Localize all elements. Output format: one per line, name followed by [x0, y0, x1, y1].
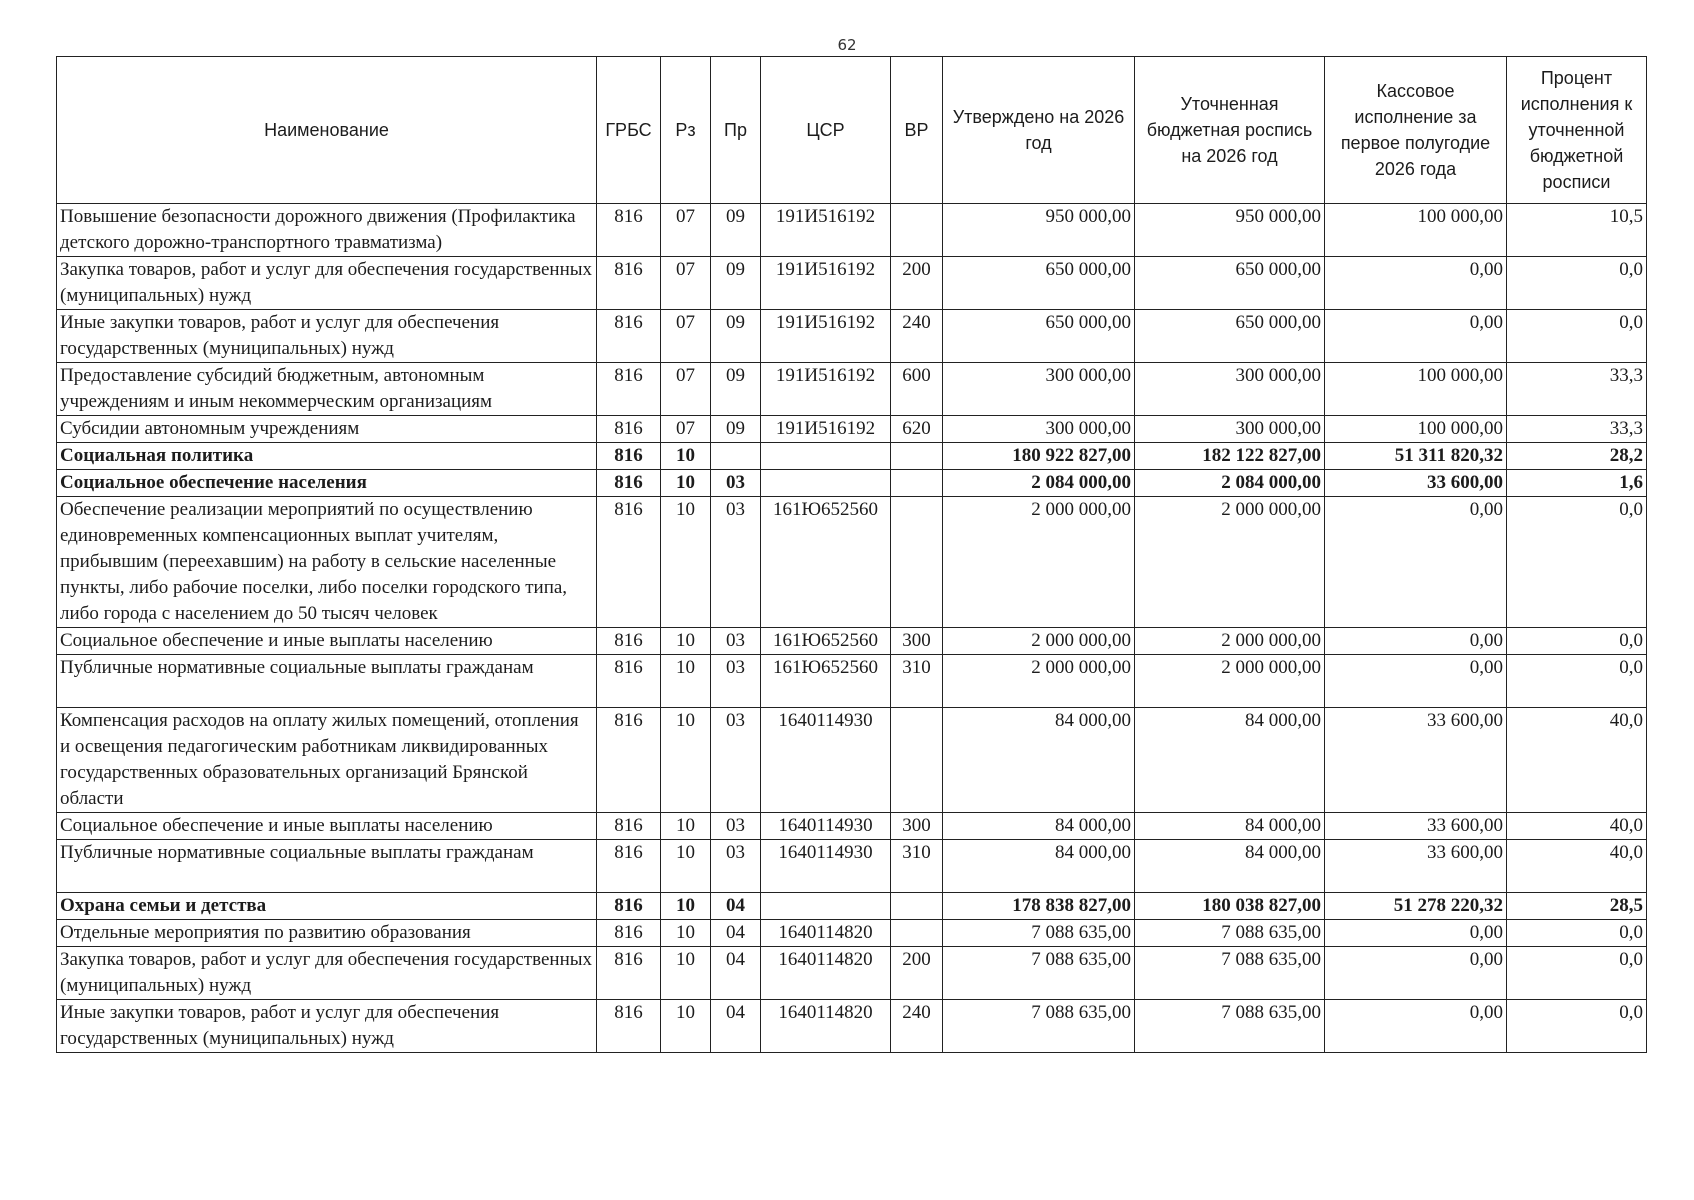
cell-grbs: 816	[597, 443, 661, 470]
cell-refined: 2 000 000,00	[1135, 497, 1325, 628]
cell-cash: 100 000,00	[1325, 416, 1507, 443]
cell-cash: 33 600,00	[1325, 708, 1507, 813]
cell-vr: 600	[891, 363, 943, 416]
cell-csr: 161Ю652560	[761, 497, 891, 628]
cell-grbs: 816	[597, 813, 661, 840]
cell-cash: 0,00	[1325, 947, 1507, 1000]
cell-rz: 10	[661, 920, 711, 947]
table-row	[57, 840, 1647, 893]
cell-vr: 200	[891, 947, 943, 1000]
cell-pr: 03	[711, 655, 761, 708]
cell-rz: 10	[661, 893, 711, 920]
header-percent: Процент исполнения к уточненной бюджетной росписи	[1507, 57, 1647, 204]
header-cash: Кассовое исполнение за первое полугодие 2026 года	[1325, 57, 1507, 204]
cell-pr: 04	[711, 920, 761, 947]
cell-pr: 09	[711, 363, 761, 416]
cell-csr: 191И516192	[761, 310, 891, 363]
cell-csr: 1640114820	[761, 1000, 891, 1053]
cell-rz: 10	[661, 947, 711, 1000]
table-row	[57, 257, 1647, 310]
cell-approved: 300 000,00	[943, 416, 1135, 443]
cell-refined: 2 000 000,00	[1135, 628, 1325, 655]
cell-vr	[891, 893, 943, 920]
cell-rz: 10	[661, 655, 711, 708]
cell-percent: 10,5	[1507, 204, 1647, 257]
header-grbs: ГРБС	[597, 57, 661, 204]
table-body	[57, 204, 1647, 1053]
cell-cash: 33 600,00	[1325, 813, 1507, 840]
cell-approved: 2 000 000,00	[943, 655, 1135, 708]
header-rz: Рз	[661, 57, 711, 204]
cell-vr: 620	[891, 416, 943, 443]
cell-pr	[711, 443, 761, 470]
cell-csr	[761, 443, 891, 470]
cell-refined: 7 088 635,00	[1135, 947, 1325, 1000]
cell-rz: 10	[661, 443, 711, 470]
cell-percent: 0,0	[1507, 257, 1647, 310]
cell-cash: 33 600,00	[1325, 470, 1507, 497]
cell-grbs: 816	[597, 840, 661, 893]
cell-name: Публичные нормативные социальные выплаты гражданам	[57, 840, 597, 893]
cell-pr: 03	[711, 708, 761, 813]
cell-vr	[891, 920, 943, 947]
cell-cash: 51 311 820,32	[1325, 443, 1507, 470]
cell-name: Охрана семьи и детства	[57, 893, 597, 920]
cell-rz: 10	[661, 840, 711, 893]
cell-refined: 182 122 827,00	[1135, 443, 1325, 470]
cell-pr: 09	[711, 416, 761, 443]
cell-grbs: 816	[597, 470, 661, 497]
cell-rz: 07	[661, 416, 711, 443]
cell-approved: 2 084 000,00	[943, 470, 1135, 497]
cell-refined: 2 084 000,00	[1135, 470, 1325, 497]
cell-name: Социальное обеспечение и иные выплаты населению	[57, 813, 597, 840]
cell-name: Отдельные мероприятия по развитию образования	[57, 920, 597, 947]
cell-pr: 03	[711, 628, 761, 655]
cell-cash: 0,00	[1325, 920, 1507, 947]
cell-rz: 10	[661, 628, 711, 655]
cell-percent: 28,2	[1507, 443, 1647, 470]
cell-cash: 0,00	[1325, 310, 1507, 363]
cell-cash: 0,00	[1325, 655, 1507, 708]
cell-pr: 03	[711, 813, 761, 840]
cell-rz: 10	[661, 497, 711, 628]
table-row	[57, 470, 1647, 497]
cell-name: Публичные нормативные социальные выплаты гражданам	[57, 655, 597, 708]
cell-approved: 7 088 635,00	[943, 947, 1135, 1000]
cell-refined: 650 000,00	[1135, 310, 1325, 363]
cell-csr: 1640114930	[761, 708, 891, 813]
cell-cash: 0,00	[1325, 257, 1507, 310]
cell-approved: 300 000,00	[943, 363, 1135, 416]
cell-name: Социальное обеспечение и иные выплаты населению	[57, 628, 597, 655]
cell-name: Закупка товаров, работ и услуг для обеспечения государственных (муниципальных) нужд	[57, 257, 597, 310]
table-row	[57, 416, 1647, 443]
cell-refined: 180 038 827,00	[1135, 893, 1325, 920]
cell-grbs: 816	[597, 497, 661, 628]
cell-cash: 0,00	[1325, 1000, 1507, 1053]
table-row	[57, 813, 1647, 840]
cell-csr: 161Ю652560	[761, 628, 891, 655]
cell-refined: 650 000,00	[1135, 257, 1325, 310]
cell-csr: 1640114820	[761, 920, 891, 947]
cell-vr: 300	[891, 628, 943, 655]
cell-name: Обеспечение реализации мероприятий по осуществлению единовременных компенсационных выплат учителям, прибывшим (переехавшим) на работу в сельские населенные пункты, либо рабочие поселки, либо поселки городского типа, либо города с населением до 50 тысяч человек	[57, 497, 597, 628]
cell-refined: 84 000,00	[1135, 840, 1325, 893]
cell-csr	[761, 470, 891, 497]
cell-vr	[891, 204, 943, 257]
cell-percent: 0,0	[1507, 920, 1647, 947]
cell-rz: 10	[661, 708, 711, 813]
cell-vr: 240	[891, 310, 943, 363]
table-row	[57, 947, 1647, 1000]
header-refined: Уточненная бюджетная роспись на 2026 год	[1135, 57, 1325, 204]
cell-pr: 09	[711, 204, 761, 257]
cell-percent: 33,3	[1507, 416, 1647, 443]
table-row	[57, 497, 1647, 628]
cell-csr	[761, 893, 891, 920]
cell-vr	[891, 443, 943, 470]
cell-name: Социальная политика	[57, 443, 597, 470]
cell-percent: 33,3	[1507, 363, 1647, 416]
cell-refined: 84 000,00	[1135, 813, 1325, 840]
cell-vr	[891, 497, 943, 628]
header-approved: Утверждено на 2026 год	[943, 57, 1135, 204]
cell-csr: 161Ю652560	[761, 655, 891, 708]
cell-percent: 0,0	[1507, 947, 1647, 1000]
cell-percent: 0,0	[1507, 497, 1647, 628]
table-row	[57, 920, 1647, 947]
table-row	[57, 310, 1647, 363]
cell-approved: 650 000,00	[943, 257, 1135, 310]
cell-pr: 03	[711, 840, 761, 893]
cell-percent: 0,0	[1507, 655, 1647, 708]
cell-pr: 04	[711, 893, 761, 920]
page-number: 62	[837, 36, 857, 54]
cell-approved: 84 000,00	[943, 708, 1135, 813]
cell-refined: 7 088 635,00	[1135, 920, 1325, 947]
table-row	[57, 443, 1647, 470]
header-pr: Пр	[711, 57, 761, 204]
cell-cash: 51 278 220,32	[1325, 893, 1507, 920]
cell-refined: 300 000,00	[1135, 363, 1325, 416]
cell-approved: 7 088 635,00	[943, 1000, 1135, 1053]
cell-cash: 33 600,00	[1325, 840, 1507, 893]
cell-percent: 40,0	[1507, 708, 1647, 813]
cell-vr: 200	[891, 257, 943, 310]
cell-name: Компенсация расходов на оплату жилых помещений, отопления и освещения педагогическим работникам ликвидированных государственных образовательных организаций Брянской области	[57, 708, 597, 813]
cell-approved: 7 088 635,00	[943, 920, 1135, 947]
table-row	[57, 893, 1647, 920]
cell-rz: 10	[661, 813, 711, 840]
cell-csr: 1640114930	[761, 813, 891, 840]
cell-pr: 03	[711, 497, 761, 628]
cell-vr: 310	[891, 655, 943, 708]
cell-approved: 178 838 827,00	[943, 893, 1135, 920]
cell-rz: 10	[661, 470, 711, 497]
cell-rz: 07	[661, 257, 711, 310]
cell-grbs: 816	[597, 363, 661, 416]
cell-pr: 09	[711, 310, 761, 363]
budget-execution-table	[56, 56, 1647, 1053]
table-row	[57, 363, 1647, 416]
cell-refined: 950 000,00	[1135, 204, 1325, 257]
cell-approved: 180 922 827,00	[943, 443, 1135, 470]
cell-approved: 950 000,00	[943, 204, 1135, 257]
cell-cash: 0,00	[1325, 628, 1507, 655]
table-row	[57, 204, 1647, 257]
cell-rz: 07	[661, 363, 711, 416]
cell-rz: 07	[661, 204, 711, 257]
cell-approved: 650 000,00	[943, 310, 1135, 363]
cell-name: Повышение безопасности дорожного движения (Профилактика детского дорожно-транспортного травматизма)	[57, 204, 597, 257]
cell-percent: 0,0	[1507, 1000, 1647, 1053]
cell-pr: 03	[711, 470, 761, 497]
cell-refined: 84 000,00	[1135, 708, 1325, 813]
cell-percent: 40,0	[1507, 840, 1647, 893]
cell-grbs: 816	[597, 1000, 661, 1053]
table-header-row	[57, 57, 1647, 204]
header-vr: ВР	[891, 57, 943, 204]
cell-csr: 191И516192	[761, 416, 891, 443]
cell-approved: 2 000 000,00	[943, 497, 1135, 628]
cell-grbs: 816	[597, 947, 661, 1000]
cell-csr: 1640114930	[761, 840, 891, 893]
cell-grbs: 816	[597, 310, 661, 363]
cell-name: Иные закупки товаров, работ и услуг для обеспечения государственных (муниципальных) нужд	[57, 310, 597, 363]
cell-percent: 28,5	[1507, 893, 1647, 920]
cell-vr: 300	[891, 813, 943, 840]
cell-name: Закупка товаров, работ и услуг для обеспечения государственных (муниципальных) нужд	[57, 947, 597, 1000]
cell-name: Предоставление субсидий бюджетным, автономным учреждениям и иным некоммерческим организациям	[57, 363, 597, 416]
cell-percent: 0,0	[1507, 628, 1647, 655]
cell-rz: 07	[661, 310, 711, 363]
cell-grbs: 816	[597, 893, 661, 920]
cell-csr: 1640114820	[761, 947, 891, 1000]
cell-approved: 2 000 000,00	[943, 628, 1135, 655]
cell-pr: 04	[711, 1000, 761, 1053]
cell-csr: 191И516192	[761, 363, 891, 416]
cell-grbs: 816	[597, 920, 661, 947]
cell-csr: 191И516192	[761, 257, 891, 310]
cell-pr: 09	[711, 257, 761, 310]
cell-percent: 0,0	[1507, 310, 1647, 363]
cell-grbs: 816	[597, 628, 661, 655]
header-name: Наименование	[57, 57, 597, 204]
cell-grbs: 816	[597, 257, 661, 310]
cell-cash: 0,00	[1325, 497, 1507, 628]
cell-name: Иные закупки товаров, работ и услуг для обеспечения государственных (муниципальных) нужд	[57, 1000, 597, 1053]
cell-percent: 1,6	[1507, 470, 1647, 497]
cell-grbs: 816	[597, 655, 661, 708]
cell-vr	[891, 708, 943, 813]
cell-approved: 84 000,00	[943, 813, 1135, 840]
table-row	[57, 655, 1647, 708]
cell-grbs: 816	[597, 204, 661, 257]
cell-refined: 300 000,00	[1135, 416, 1325, 443]
header-csr: ЦСР	[761, 57, 891, 204]
cell-csr: 191И516192	[761, 204, 891, 257]
cell-grbs: 816	[597, 416, 661, 443]
cell-percent: 40,0	[1507, 813, 1647, 840]
cell-rz: 10	[661, 1000, 711, 1053]
cell-refined: 7 088 635,00	[1135, 1000, 1325, 1053]
table-row	[57, 708, 1647, 813]
cell-approved: 84 000,00	[943, 840, 1135, 893]
cell-refined: 2 000 000,00	[1135, 655, 1325, 708]
table-row	[57, 1000, 1647, 1053]
cell-name: Социальное обеспечение населения	[57, 470, 597, 497]
cell-grbs: 816	[597, 708, 661, 813]
cell-name: Субсидии автономным учреждениям	[57, 416, 597, 443]
table-row	[57, 628, 1647, 655]
cell-vr	[891, 470, 943, 497]
cell-vr: 240	[891, 1000, 943, 1053]
cell-vr: 310	[891, 840, 943, 893]
cell-pr: 04	[711, 947, 761, 1000]
cell-cash: 100 000,00	[1325, 204, 1507, 257]
cell-cash: 100 000,00	[1325, 363, 1507, 416]
